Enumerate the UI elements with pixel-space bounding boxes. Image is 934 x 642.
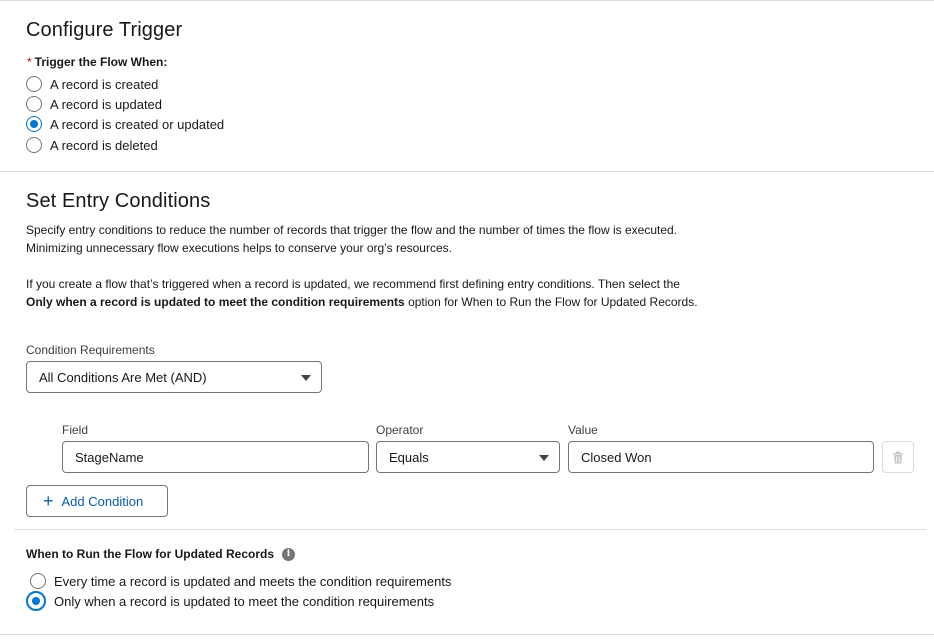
- configure-trigger-title: Configure Trigger: [26, 19, 183, 41]
- radio-label: A record is updated: [50, 96, 163, 112]
- info-icon[interactable]: i: [282, 548, 295, 561]
- section-divider: [14, 529, 926, 530]
- trigger-option-deleted[interactable]: [26, 135, 158, 155]
- trigger-option-created-or-updated[interactable]: [26, 114, 224, 134]
- condition-requirements-select[interactable]: [26, 361, 322, 393]
- trigger-option-updated[interactable]: [26, 94, 162, 114]
- top-divider: [0, 0, 934, 1]
- radio-button[interactable]: [26, 76, 42, 92]
- radio-button[interactable]: [30, 573, 46, 589]
- field-input-value: StageName: [75, 449, 144, 465]
- required-marker: *: [27, 55, 32, 69]
- value-input-value: Closed Won: [581, 449, 652, 465]
- value-label: Value: [568, 423, 598, 437]
- plus-icon: +: [43, 491, 54, 511]
- trash-icon: [892, 451, 904, 464]
- updated-records-label: [26, 547, 295, 561]
- trigger-option-created[interactable]: [26, 74, 158, 94]
- add-condition-label: Add Condition: [61, 493, 144, 509]
- radio-label: Only when a record is updated to meet the condition requirements: [54, 593, 435, 609]
- radio-button-selected[interactable]: [26, 116, 42, 132]
- radio-label: A record is deleted: [50, 137, 158, 153]
- radio-button-selected[interactable]: [26, 591, 46, 611]
- run-option-only-when-met[interactable]: [26, 591, 434, 611]
- radio-label: A record is created or updated: [50, 116, 225, 132]
- updated-records-text: When to Run the Flow for Updated Records: [26, 547, 274, 561]
- chevron-down-icon: [539, 455, 549, 461]
- condition-requirements-value: All Conditions Are Met (AND): [39, 369, 207, 385]
- recommendation-option-name: Only when a record is updated to meet the condition requirements: [26, 295, 405, 309]
- recommendation-text-start: If you create a flow that’s triggered when a record is updated, we recommend first defining entry conditions. Then select the: [26, 277, 680, 291]
- chevron-down-icon: [301, 375, 311, 381]
- radio-label: A record is created: [50, 76, 159, 92]
- condition-requirements-label: Condition Requirements: [26, 343, 155, 357]
- radio-label: Every time a record is updated and meets the condition requirements: [54, 573, 452, 589]
- value-input[interactable]: [568, 441, 874, 473]
- add-condition-button[interactable]: [26, 485, 168, 517]
- field-input[interactable]: [62, 441, 369, 473]
- delete-condition-button[interactable]: [882, 441, 914, 473]
- operator-label: Operator: [376, 423, 424, 437]
- run-option-every-time[interactable]: [30, 571, 451, 591]
- radio-button[interactable]: [26, 96, 42, 112]
- entry-conditions-description: Specify entry conditions to reduce the number of records that trigger the flow and the number of times the flow is executed. Minimizing unnecessary flow executions helps to conserve your org’s resources.: [26, 223, 678, 255]
- trigger-when-label: [27, 55, 167, 69]
- field-label: Field: [62, 423, 89, 437]
- trigger-when-text: Trigger the Flow When:: [34, 55, 168, 69]
- entry-conditions-recommendation: [26, 275, 706, 311]
- radio-button[interactable]: [26, 137, 42, 153]
- operator-select[interactable]: [376, 441, 560, 473]
- section-divider: [0, 171, 934, 172]
- entry-conditions-title: Set Entry Conditions: [26, 190, 211, 212]
- recommendation-text-end: option for When to Run the Flow for Updated Records.: [404, 295, 698, 309]
- operator-value: Equals: [389, 449, 429, 465]
- bottom-divider: [0, 634, 934, 635]
